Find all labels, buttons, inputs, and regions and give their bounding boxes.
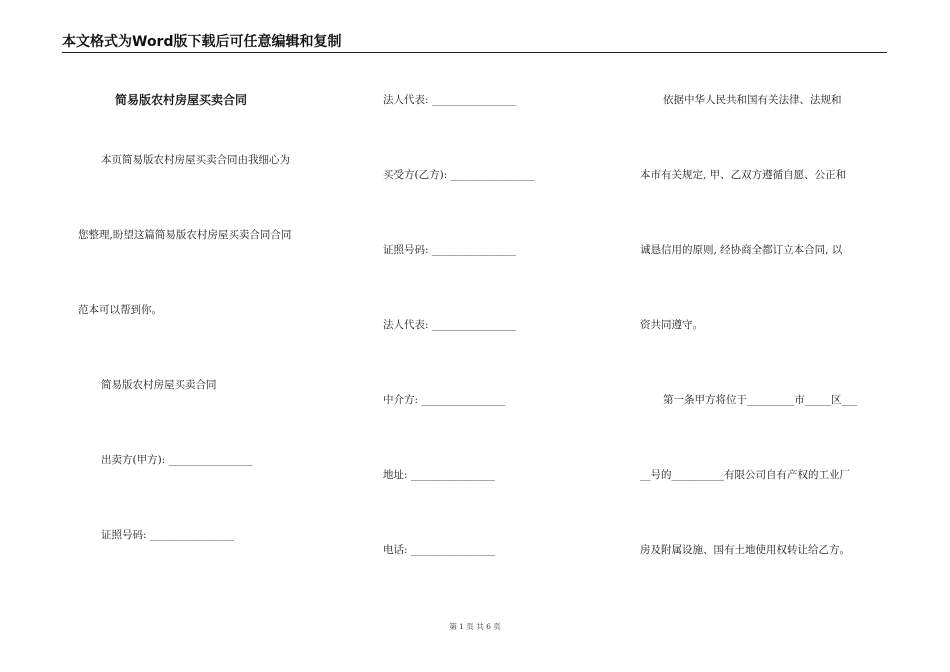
body-line-2: 本市有关规定, 甲、乙双方遵循自愿、公正和 [640, 169, 847, 181]
intro-line-3: 范本可以帮到你。 [78, 304, 162, 316]
body-line-6: __号的__________有限公司自有产权的工业厂 [640, 469, 850, 481]
phone-field: 电话: ________________ [383, 544, 495, 556]
seller-representative-field: 法人代表: ________________ [383, 94, 516, 106]
body-line-4: 资共同遵守。 [640, 319, 703, 331]
agent-field: 中介方: ________________ [383, 394, 506, 406]
intro-line-2: 您整理,盼望这篇简易版农村房屋买卖合同合同 [78, 229, 292, 241]
buyer-representative-field: 法人代表: ________________ [383, 319, 516, 331]
seller-id-field: 证照号码: ________________ [101, 529, 234, 541]
seller-field: 出卖方(甲方): ________________ [101, 454, 253, 466]
page-number: 第 1 页 共 6 页 [449, 622, 501, 631]
body-line-3: 诚恳信用的原则, 经协商全都订立本合同, 以 [640, 244, 843, 256]
intro-line-1: 本页简易版农村房屋买卖合同由我细心为 [101, 154, 290, 166]
contract-title: 简易版农村房屋买卖合同 [115, 93, 248, 107]
body-line-1: 依据中华人民共和国有关法律、法规和 [663, 94, 842, 106]
buyer-id-field: 证照号码: ________________ [383, 244, 516, 256]
document-header [62, 34, 887, 53]
buyer-field: 买受方(乙方): ________________ [383, 169, 535, 181]
address-field: 地址: ________________ [383, 469, 495, 481]
header-title: 本文格式为Word版下载后可任意编辑和复制 [62, 34, 342, 50]
body-line-7: 房及附属设施、国有土地使用权转让给乙方。 [640, 544, 850, 556]
body-line-5: 第一条甲方将位于_________市_____区___ [663, 394, 858, 406]
contract-subtitle: 简易版农村房屋买卖合同 [101, 379, 217, 391]
